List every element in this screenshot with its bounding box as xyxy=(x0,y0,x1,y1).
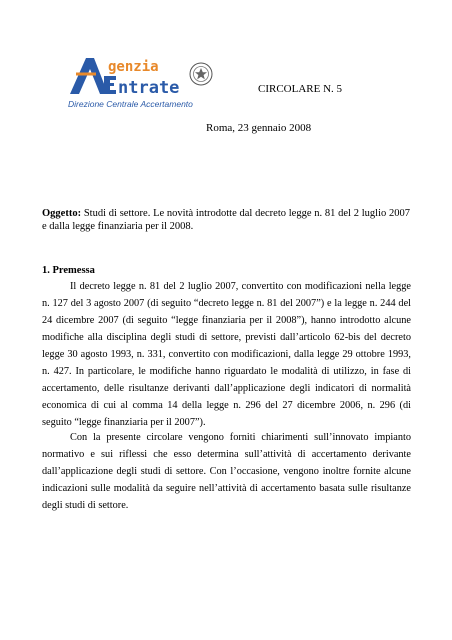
section-heading: 1. Premessa xyxy=(42,265,95,276)
subject-text: Studi di settore. Le novità introdotte dal decreto legge n. 81 del 2 luglio 2007 e dalla legge finanziaria per il 2008. xyxy=(42,208,411,232)
paragraph: Il decreto legge n. 81 del 2 luglio 2007, convertito con modificazioni nella legge n. 127 del 3 agosto 2007 (di seguito “decreto legge n. 81 del 2007”) e la legge n. 244 del 24 dicembre 2007 (di seguito “legge finanziaria per il 2008”), hanno introdotto alcune modifiche alla disciplina degli studi di settore, previsti dall’articolo 62-bis del decreto legge 30 agosto 1993, n. 331, convertito con modificazioni, dalla legge 29 ottobre 1993, n. 427. In particolare, le modifiche hanno riguardato le modalità di utilizzo, in fase di accertamento, delle risultanze derivanti dall’applicazione degli indicatori di normalità economica di cui al comma 14 della legge n. 296 del 27 dicembre 2006, n. 296 (di seguito “legge finanziaria per il 2007”). xyxy=(42,281,411,428)
svg-text:ntrate: ntrate xyxy=(118,78,180,98)
paragraph: Con la presente circolare vengono forniti chiarimenti sull’innovato impianto normativo e sui riflessi che esso determina sull’attività di accertamento derivante dall’applicazione degli studi di settore. Con l’occasione, vengono inoltre fornite alcune indicazioni sulle modalità da seguire nell’attività di accertamento basata sulle risultanze degli studi di settore. xyxy=(42,432,411,511)
department-name: Direzione Centrale Accertamento xyxy=(68,99,193,109)
document-date: Roma, 23 gennaio 2008 xyxy=(206,122,312,134)
subject-label: Oggetto: xyxy=(42,208,82,219)
circular-number: CIRCOLARE N. 5 xyxy=(258,83,343,95)
svg-text:genzia: genzia xyxy=(108,59,159,75)
subject-block xyxy=(42,207,410,233)
